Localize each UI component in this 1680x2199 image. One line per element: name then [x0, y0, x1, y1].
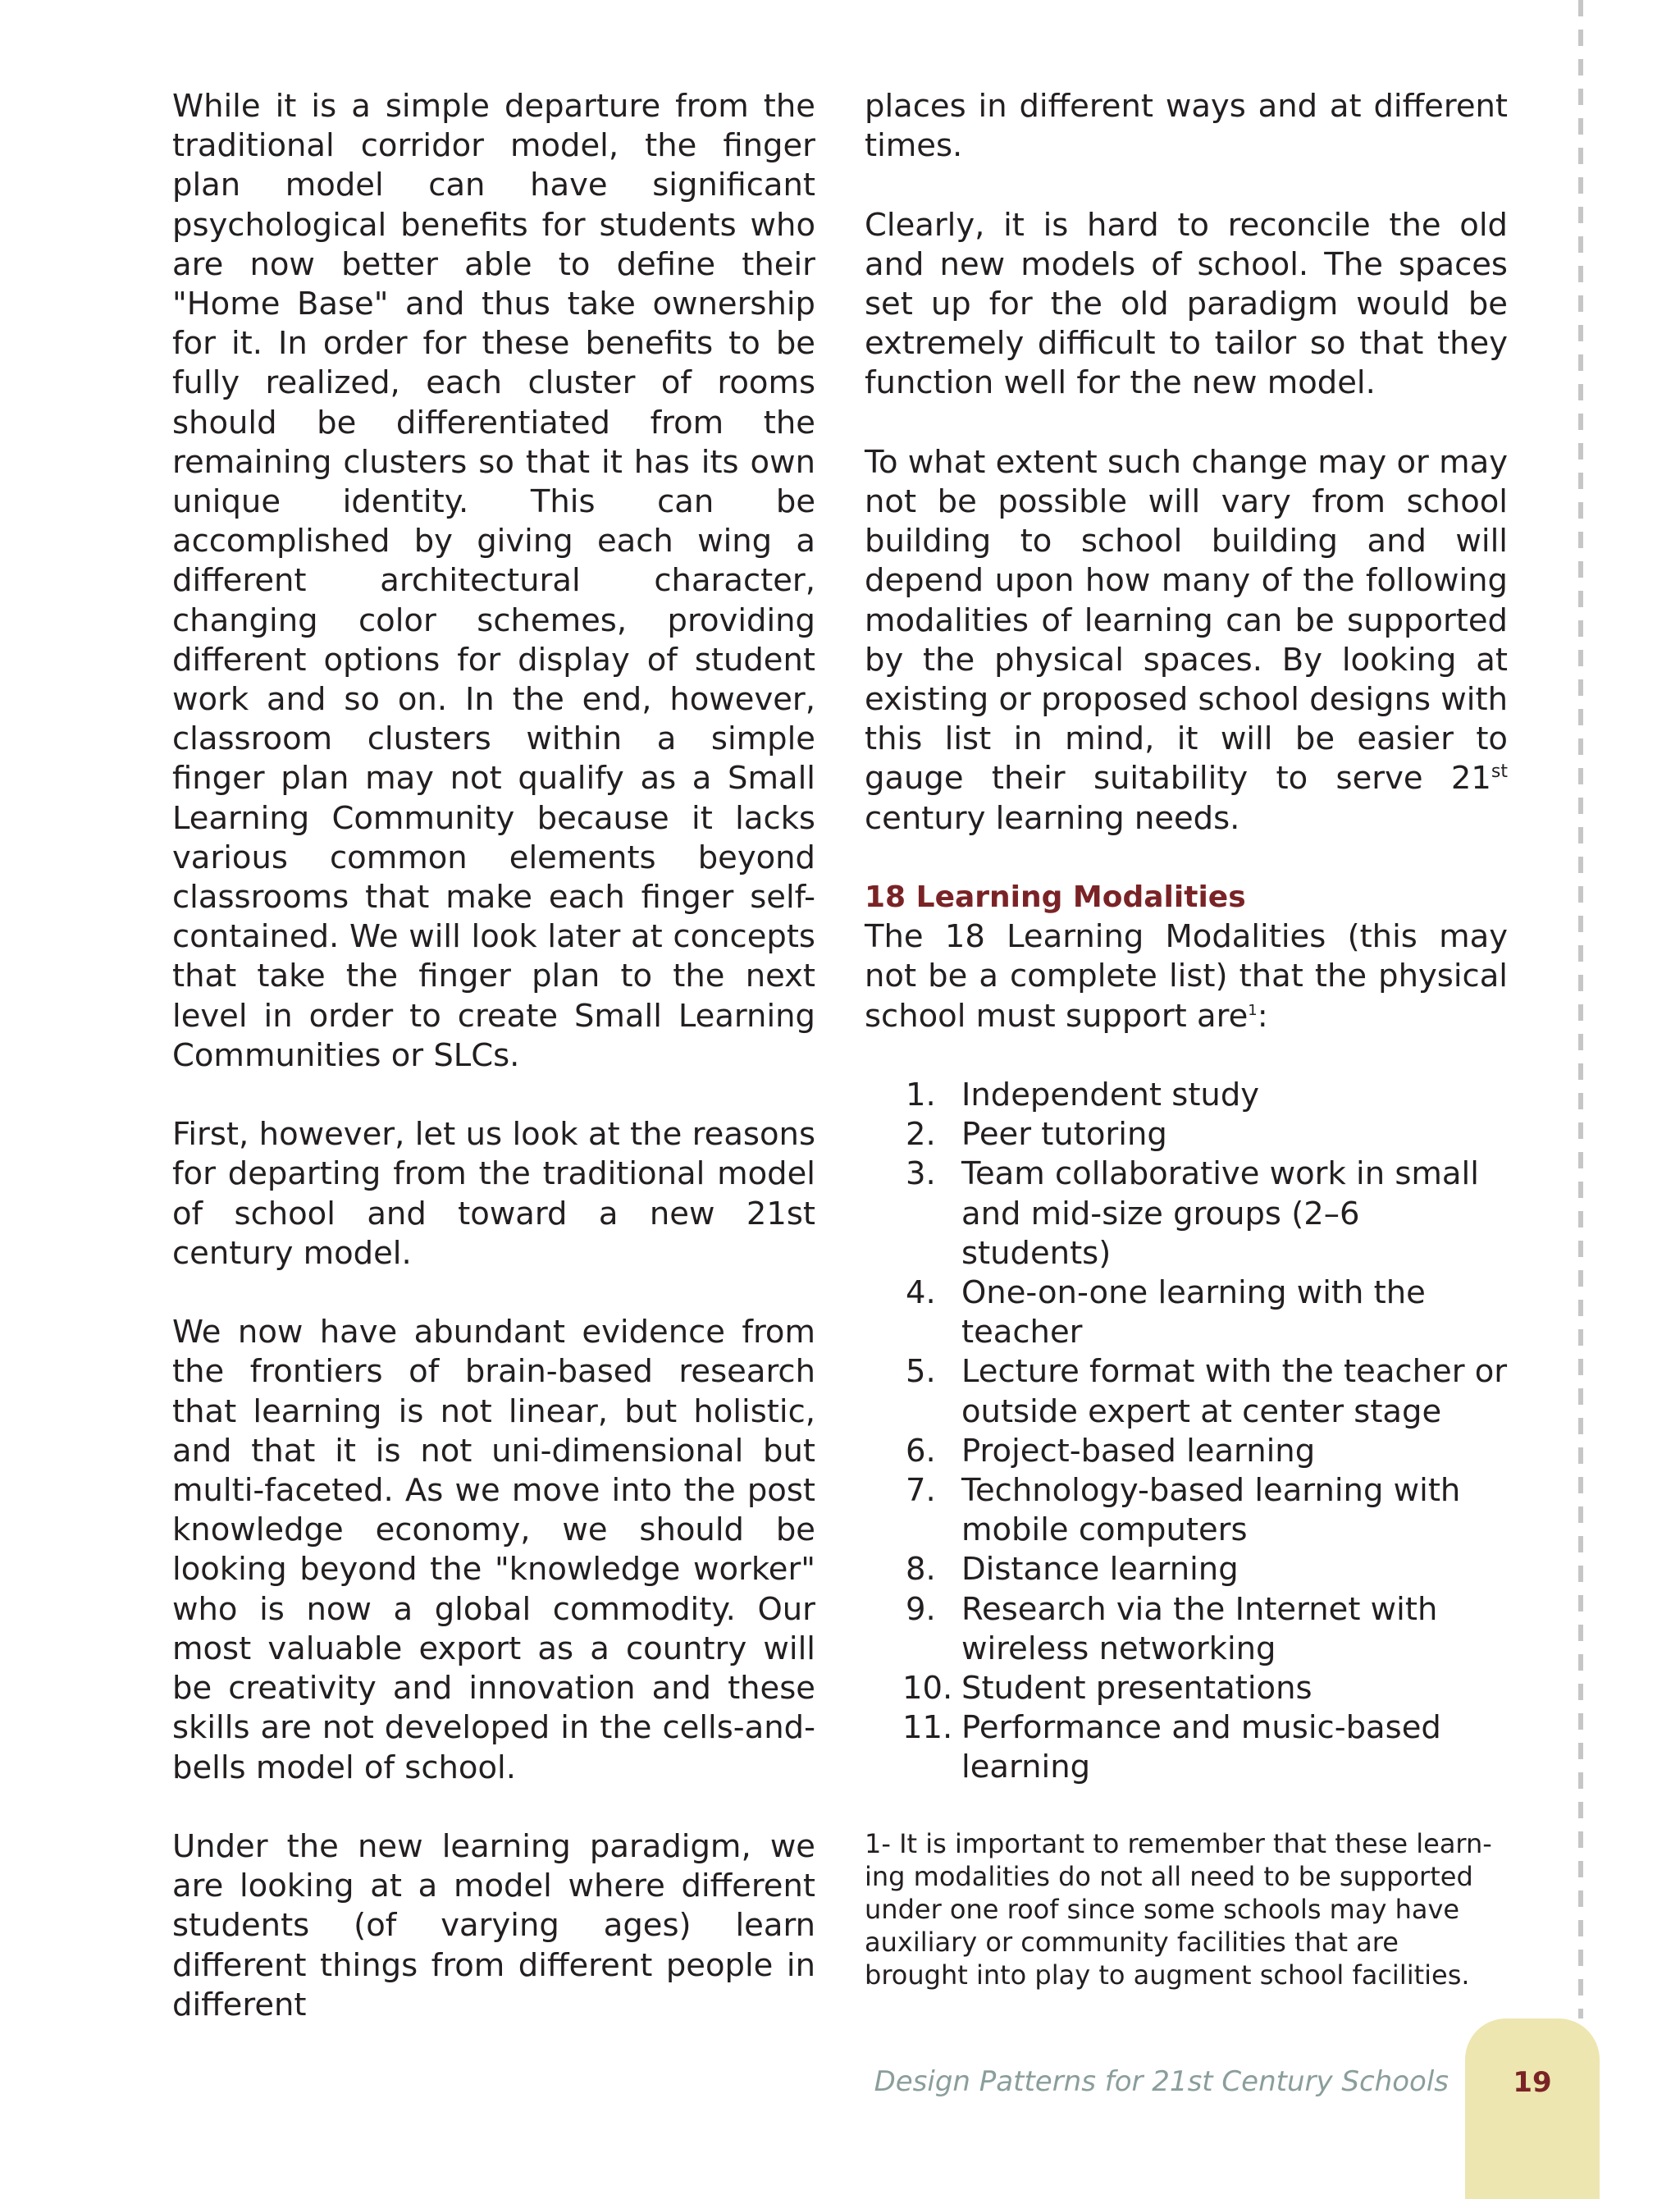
list-item-text: Independent study [961, 1077, 1260, 1114]
list-item-text: Project-based learning [961, 1432, 1316, 1470]
footnote-reference: 1 [1248, 1001, 1258, 1019]
list-item-text: Team collaborative work in small and mid-size groups (2–6 students) [961, 1155, 1479, 1272]
extent-tail-text: century learning needs. [865, 799, 1240, 837]
body-paragraph-reasons: First, however, let us look at the reasons for departing from the traditional model of school and toward a new 21st century model. [172, 1116, 815, 1272]
list-item-text: Student presentations [961, 1670, 1312, 1708]
list-item-number: 10. [902, 1670, 953, 1708]
list-item [865, 1352, 1508, 1431]
list-item-number: 5. [906, 1353, 936, 1391]
body-paragraph-extent [865, 443, 1508, 839]
list-item [865, 1273, 1508, 1352]
list-item [865, 1669, 1508, 1708]
ordinal-superscript: st [1491, 761, 1508, 783]
list-item-text: Peer tutoring [961, 1116, 1167, 1154]
list-item-number: 7. [906, 1472, 936, 1510]
list-item-number: 6. [906, 1432, 936, 1470]
footnote: 1- It is important to remember that these learn-ing modalities do not all need to be supported under one roof since some schools may have auxiliary or community facilities that are brought into play to augment school facilities. [865, 1827, 1492, 1991]
page-number-tab [1465, 2018, 1600, 2199]
list-item-number: 8. [906, 1551, 936, 1589]
body-paragraph-continued: places in different ways and at different times. [865, 88, 1508, 165]
list-item-text: Technology-based learning with mobile computers [961, 1472, 1461, 1549]
right-column [865, 87, 1508, 1991]
list-item [865, 1076, 1508, 1115]
list-item-number: 1. [906, 1077, 936, 1114]
list-item-number: 3. [906, 1155, 936, 1193]
list-item [865, 1432, 1508, 1471]
list-item-number: 4. [906, 1274, 936, 1312]
dashed-margin-rule [1578, 0, 1583, 2018]
list-item-text: Performance and music-based learning [961, 1709, 1441, 1786]
list-item-text: One-on-one learning with the teacher [961, 1274, 1426, 1351]
page-number: 19 [1513, 2066, 1552, 2099]
list-item [865, 1550, 1508, 1589]
modalities-list [865, 1076, 1508, 1788]
left-column [172, 87, 815, 2025]
body-paragraph-new-paradigm: Under the new learning paradigm, we are looking at a model where different students (of varying ages) learn different things from different people in different [172, 1827, 815, 2023]
list-item [865, 1471, 1508, 1550]
list-item-text: Lecture format with the teacher or outside expert at center stage [961, 1353, 1508, 1430]
list-item-text: Research via the Internet with wireless networking [961, 1590, 1438, 1667]
running-footer-title: Design Patterns for 21st Century Schools [874, 2065, 1449, 2098]
list-item [865, 1115, 1508, 1154]
intro-text: The 18 Learning Modalities (this may not be a complete list) that the physical school must support are [865, 918, 1508, 1035]
extent-text: To what extent such change may or may not be possible will vary from school building to school building and will depend upon how many of the following modalities of learning can be supported by the physical spaces. By looking at existing or proposed school designs with this list in mind, it will be easier to gauge their suitability to serve 21 [865, 443, 1508, 798]
list-item [865, 1154, 1508, 1273]
list-item-number: 9. [906, 1590, 936, 1628]
body-paragraph-evidence: We now have abundant evidence from the frontiers of brain-based research that learning is not linear, but holistic, and that it is not uni-dimensional but multi-faceted. As we move into the post knowledge economy, we should be looking beyond the "knowledge worker" who is now a global commodity. Our most valuable export as a country will be creativity and innovation and these skills are not developed in the cells-and-bells model of school. [172, 1314, 815, 1786]
section-heading: 18 Learning Modalities [865, 880, 1246, 915]
modalities-intro [865, 917, 1508, 1036]
body-paragraph-finger-plan: While it is a simple departure from the traditional corridor model, the finger plan model can have significant psychological benefits for students who are now better able to define their "Home Base" and thus take ownership for it. In order for these benefits to be fully realized, each cluster of rooms should be differentiated from the remaining clusters so that it has its own unique identity. This can be accomplished by giving each wing a different architectural character, changing color schemes, providing different options for display of student work and so on. In the end, however, classroom clusters within a simple finger plan may not qualify as a Small Learning Community because it lacks various common elements beyond classrooms that make each finger self-contained. We will look later at concepts that take the finger plan to the next level in order to create Small Learning Communities or SLCs. [172, 88, 815, 1074]
list-item [865, 1590, 1508, 1669]
list-item-text: Distance learning [961, 1551, 1239, 1589]
intro-colon: : [1257, 997, 1268, 1035]
list-item-number: 11. [902, 1709, 953, 1747]
list-item [865, 1708, 1508, 1787]
body-paragraph-clearly: Clearly, it is hard to reconcile the old and new models of school. The spaces set up for the old paradigm would be extremely difficult to tailor so that they function well for the new model. [865, 206, 1508, 402]
list-item-number: 2. [906, 1116, 936, 1154]
